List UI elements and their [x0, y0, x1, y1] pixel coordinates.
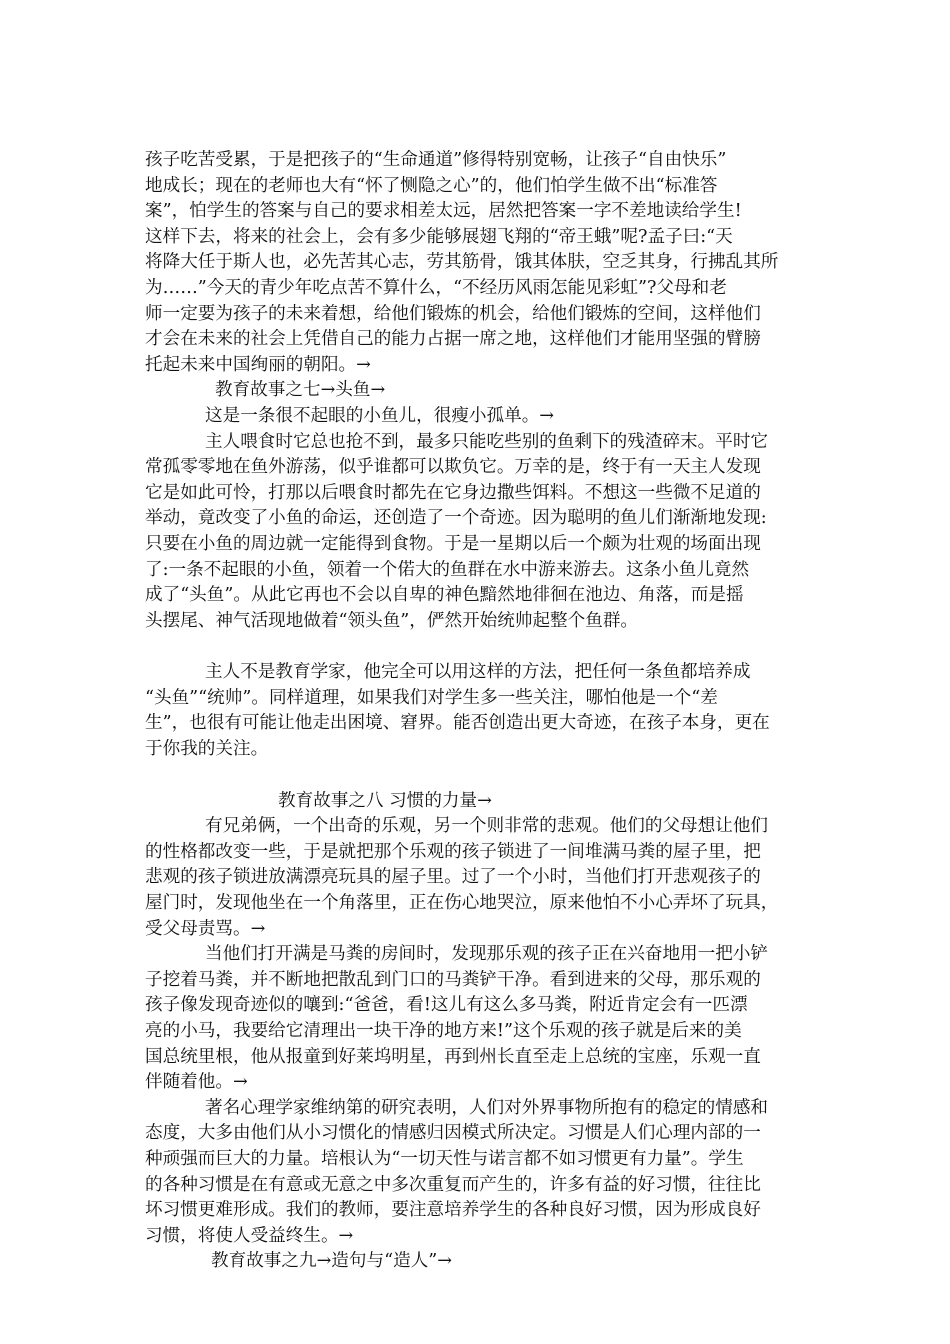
text-line: 它是如此可怜，打那以后喂食时都先在它身边撒些饵料。不想这一些微不足道的: [145, 482, 761, 503]
paragraph: [145, 942, 805, 1096]
text-line: 态度，大多由他们从小习惯化的情感归因模式所决定。习惯是人们心理内部的一: [145, 1123, 761, 1144]
text-line: 当他们打开满是马粪的房间时，发现那乐观的孩子正在兴奋地用一把小铲: [205, 944, 769, 965]
text-line: 为……”今天的青少年吃点苦不算什么，“不经历风雨怎能见彩虹”?父母和老: [145, 277, 727, 298]
text-line: 了:一条不起眼的小鱼，领着一个偌大的鱼群在水中游来游去。这条小鱼儿竟然: [145, 559, 750, 580]
text-line: 地成长；现在的老师也大有“怀了恻隐之心”的，他们怕学生做不出“标准答: [145, 175, 718, 196]
text-line: 教育故事之九→造句与“造人”→: [211, 1251, 453, 1272]
text-line: 只要在小鱼的周边就一定能得到食物。于是一星期以后一个颇为壮观的场面出现: [145, 533, 761, 554]
text-line: 受父母责骂。→: [145, 918, 266, 939]
text-line: 常孤零零地在鱼外游荡，似乎谁都可以欺负它。万幸的是，终于有一天主人发现: [145, 457, 761, 478]
text-line: 生”，也很有可能让他走出困境、窘界。能否创造出更大奇迹，在孩子本身，更在: [145, 713, 770, 734]
text-line: 亮的小马，我要给它清理出一块干净的地方来!”这个乐观的孩子就是后来的美: [145, 1021, 742, 1041]
text-line: 习惯，将使人受益终生。→: [145, 1225, 354, 1246]
text-line: 有兄弟俩，一个出奇的乐观，另一个则非常的悲观。他们的父母想让他们: [205, 816, 769, 837]
text-line: 的各种习惯是在有意或无意之中多次重复而产生的，许多有益的好习惯，往往比: [145, 1174, 761, 1195]
paragraph: [145, 1249, 805, 1275]
text-line: 案”，怕学生的答案与自己的要求相差太远，居然把答案一字不差地读给学生!: [145, 201, 742, 222]
paragraph: [145, 148, 805, 378]
text-line: 坏习惯更难形成。我们的教师，要注意培养学生的各种良好习惯，因为形成良好: [145, 1200, 761, 1221]
text-line: 国总统里根，他从报童到好莱坞明星，再到州长直至走上总统的宝座，乐观一直: [145, 1046, 761, 1067]
text-line: 这是一条很不起眼的小鱼儿，很瘦小孤单。→: [205, 405, 555, 426]
text-line: 托起未来中国绚丽的朝阳。→: [145, 354, 371, 375]
text-line: 举动，竟改变了小鱼的命运，还创造了一个奇迹。因为聪明的鱼儿们渐渐地发现:: [145, 508, 767, 529]
text-line: 伴随着他。→: [145, 1072, 248, 1093]
text-line: 主人喂食时它总也抢不到，最多只能吃些别的鱼剩下的残渣碎末。平时它: [205, 431, 769, 452]
paragraph: [145, 378, 805, 404]
paragraph: [145, 814, 805, 942]
text-line: 将降大任于斯人也，必先苦其心志，劳其筋骨，饿其体肤，空乏其身，行拂乱其所: [145, 252, 779, 273]
text-line: 种顽强而巨大的力量。培根认为“一切天性与诺言都不如习惯更有力量”。学生: [145, 1148, 744, 1169]
text-line: 子挖着马粪，并不断地把散乱到门口的马粪铲干净。看到进来的父母，那乐观的: [145, 969, 761, 990]
text-line: 教育故事之七→头鱼→: [215, 380, 386, 401]
paragraph: [145, 789, 805, 815]
text-line: 头摆尾、神气活现地做着“领头鱼”，俨然开始统帅起整个鱼群。: [145, 610, 639, 631]
text-line: 于你我的关注。: [145, 739, 269, 760]
text-line: 才会在未来的社会上凭借自己的能力占据一席之地，这样他们才能用坚强的臂膀: [145, 329, 761, 350]
text-line: 屋门时，发现他坐在一个角落里，正在伤心地哭泣，原来他怕不小心弄坏了玩具，: [145, 893, 779, 914]
paragraph: [145, 660, 805, 762]
paragraph: [145, 430, 805, 635]
text-line: 悲观的孩子锁进放满漂亮玩具的屋子里。过了一个小时，当他们打开悲观孩子的: [145, 867, 761, 888]
text-line: 这样下去，将来的社会上，会有多少能够展翅飞翔的“帝王蛾”呢?孟子曰:“天: [145, 226, 733, 247]
text-line: 孩子吃苦受累，于是把孩子的“生命通道”修得特别宽畅，让孩子“自由快乐”: [145, 150, 727, 170]
text-line: 成了“头鱼”。从此它再也不会以自卑的神色黯然地徘徊在池边、角落，而是摇: [145, 585, 744, 606]
text-line: 孩子像发现奇迹似的嚷到:“爸爸，看!这儿有这么多马粪，附近肯定会有一匹漂: [145, 995, 748, 1016]
text-line: 教育故事之八 习惯的力量→: [278, 790, 492, 811]
text-line: 的性格都改变一些，于是就把那个乐观的孩子锁进了一间堆满马粪的屋子里，把: [145, 841, 761, 862]
paragraph: [145, 404, 805, 430]
text-line: 主人不是教育学家，他完全可以用这样的方法，把任何一条鱼都培养成: [205, 662, 751, 683]
paragraph: [145, 1096, 805, 1250]
document-body: [145, 148, 805, 1275]
text-line: 著名心理学家维纳第的研究表明，人们对外界事物所抱有的稳定的情感和: [205, 1097, 769, 1118]
text-line: 师一定要为孩子的未来着想，给他们锻炼的机会，给他们锻炼的空间，这样他们: [145, 303, 761, 324]
text-line: “头鱼”“统帅”。同样道理，如果我们对学生多一些关注，哪怕他是一个“差: [145, 687, 718, 708]
